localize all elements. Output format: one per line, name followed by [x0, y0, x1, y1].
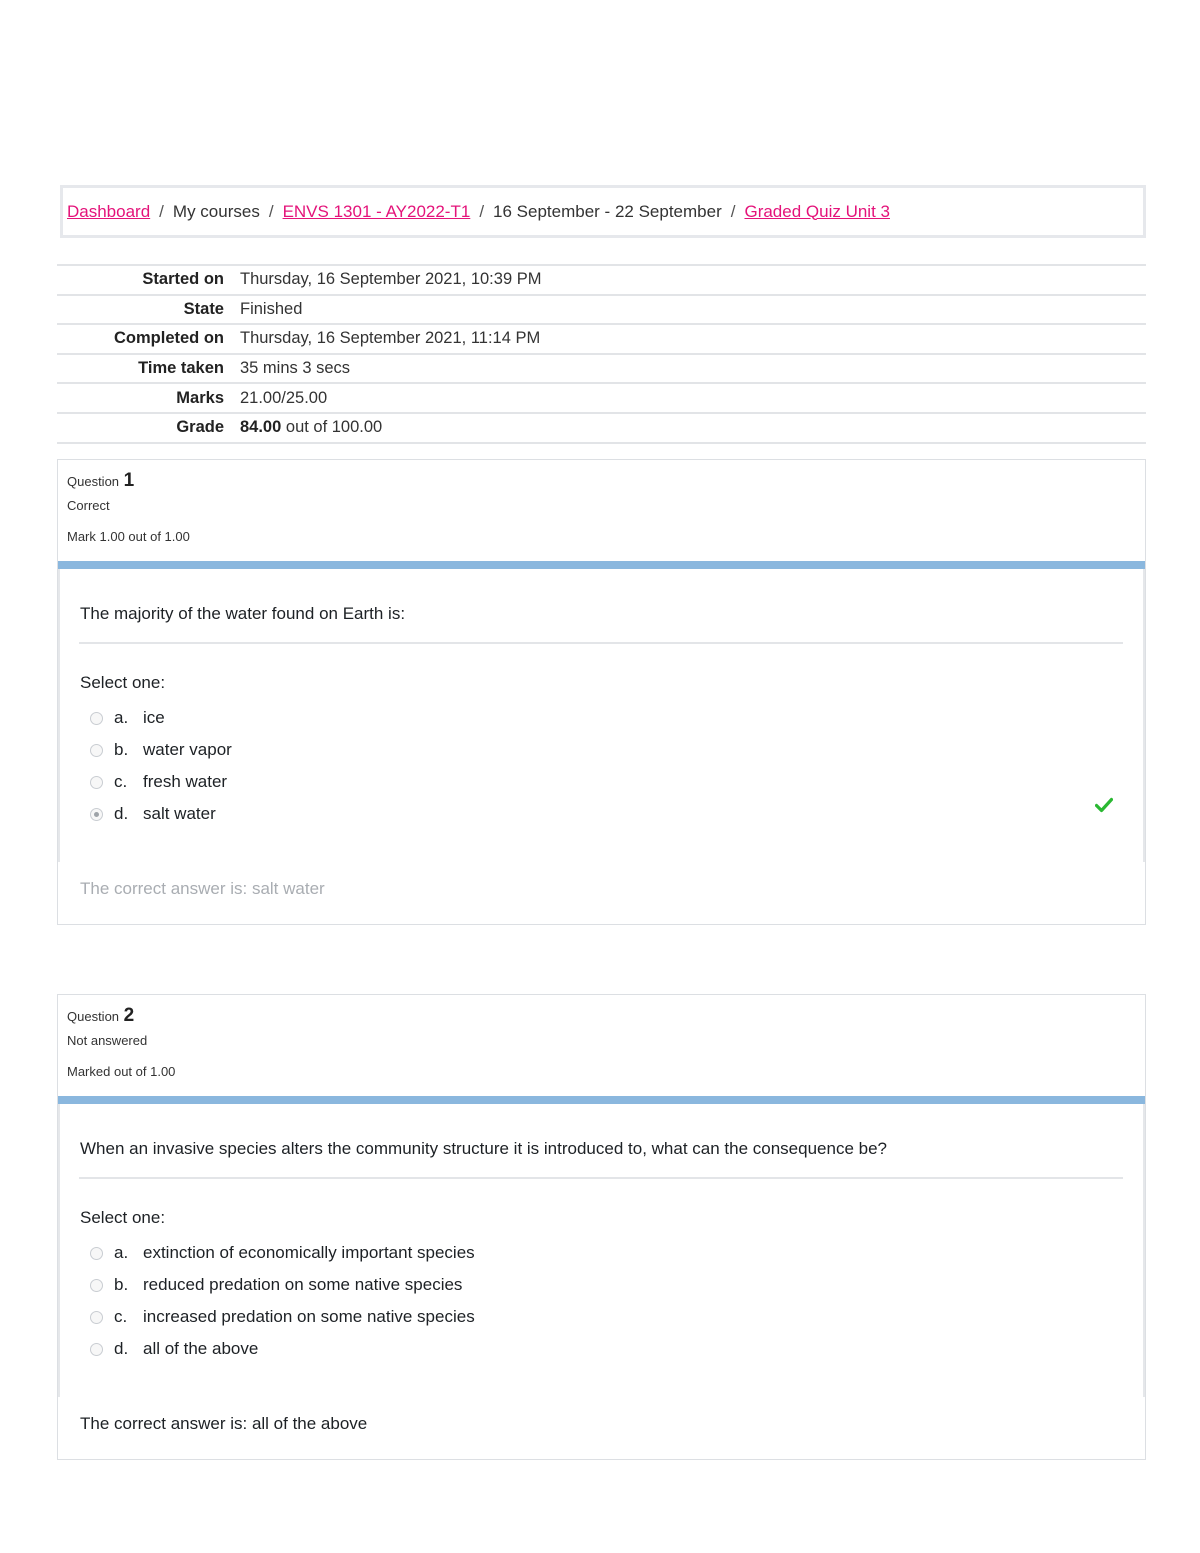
question-divider: [79, 642, 1123, 644]
completed-on-value: Thursday, 16 September 2021, 11:14 PM: [240, 329, 541, 348]
option-text: increased predation on some native species: [143, 1307, 475, 1326]
answer-option-c[interactable]: [90, 1301, 475, 1333]
summary-row-marks: [57, 384, 1146, 414]
question-info: [67, 470, 190, 544]
marks-label: Marks: [176, 388, 224, 407]
breadcrumb: [60, 185, 1146, 238]
breadcrumb-week: 16 September - 22 September: [493, 201, 722, 221]
question-mark: Mark 1.00 out of 1.00: [67, 529, 190, 544]
started-on-value: Thursday, 16 September 2021, 10:39 PM: [240, 270, 542, 289]
select-one-prompt: Select one:: [80, 673, 166, 692]
question-divider: [79, 1177, 1123, 1179]
state-label: State: [183, 299, 224, 318]
option-letter: b.: [114, 1275, 129, 1294]
breadcrumb-separator: /: [159, 201, 164, 221]
option-text: extinction of economically important species: [143, 1243, 475, 1262]
summary-row-grade: [57, 414, 1146, 444]
question-label: Question: [67, 474, 120, 489]
content-border-right: [1143, 1104, 1145, 1397]
grade-value: 84.00: [240, 418, 282, 437]
started-on-label: Started on: [142, 270, 224, 289]
answer-option-d[interactable]: [90, 1333, 475, 1365]
option-letter: a.: [114, 1243, 129, 1262]
question-state: Correct: [67, 498, 110, 513]
radio-button[interactable]: [90, 1311, 103, 1324]
question-2: [57, 994, 1146, 1460]
question-content: [58, 1096, 1145, 1396]
answer-options: [90, 702, 232, 830]
option-letter: c.: [114, 772, 128, 791]
option-letter: d.: [114, 1339, 129, 1358]
radio-button[interactable]: [90, 1247, 103, 1260]
summary-row-started: [57, 266, 1146, 296]
answer-option-a[interactable]: [90, 1237, 475, 1269]
option-letter: d.: [114, 804, 129, 823]
question-1: [57, 459, 1146, 925]
time-taken-value: 35 mins 3 secs: [240, 359, 351, 378]
grade-label: Grade: [176, 418, 224, 437]
breadcrumb-separator: /: [479, 201, 485, 221]
grade-value-cell: [224, 418, 382, 437]
question-info: [67, 1005, 175, 1079]
quiz-summary-table: [57, 264, 1146, 444]
grade-suffix: out of 100.00: [285, 418, 383, 437]
time-taken-label: Time taken: [138, 359, 224, 378]
option-text: water vapor: [143, 740, 232, 759]
content-border-left: [58, 569, 60, 862]
question-number: [67, 470, 190, 492]
option-text: ice: [143, 708, 165, 727]
option-text: all of the above: [143, 1339, 259, 1358]
radio-button[interactable]: [90, 1343, 103, 1356]
question-state: Not answered: [67, 1033, 148, 1048]
answer-option-d[interactable]: [90, 798, 232, 830]
answer-option-c[interactable]: [90, 766, 232, 798]
summary-row-time: [57, 355, 1146, 385]
breadcrumb-my-courses: My courses: [172, 201, 260, 221]
summary-row-state: [57, 296, 1146, 326]
option-letter: c.: [114, 1307, 128, 1326]
option-letter: b.: [114, 740, 129, 759]
option-text: fresh water: [143, 772, 228, 791]
completed-on-label: Completed on: [114, 329, 224, 348]
radio-button[interactable]: [90, 712, 103, 725]
answer-option-b[interactable]: [90, 734, 232, 766]
breadcrumb-course-link[interactable]: ENVS 1301 - AY2022-T1: [282, 201, 471, 221]
radio-button[interactable]: [90, 776, 103, 789]
question-number: [67, 1005, 175, 1027]
content-border-right: [1143, 569, 1145, 862]
question-text: When an invasive species alters the community structure it is introduced to, what can the consequence be?: [80, 1139, 887, 1158]
question-text: The majority of the water found on Earth is:: [80, 604, 406, 623]
breadcrumb-separator: /: [730, 201, 736, 221]
correct-answer-feedback: The correct answer is: salt water: [80, 879, 325, 898]
select-one-prompt: Select one:: [80, 1208, 166, 1227]
question-mark: Marked out of 1.00: [67, 1064, 176, 1079]
option-text: reduced predation on some native species: [143, 1275, 463, 1294]
summary-row-completed: [57, 325, 1146, 355]
breadcrumb-quiz-link[interactable]: Graded Quiz Unit 3: [744, 201, 890, 221]
question-number-value: 1: [123, 470, 135, 491]
question-number-value: 2: [123, 1005, 135, 1026]
question-label: Question: [67, 1009, 120, 1024]
breadcrumb-dashboard-link[interactable]: Dashboard: [67, 201, 151, 221]
answer-option-a[interactable]: [90, 702, 232, 734]
option-letter: a.: [114, 708, 129, 727]
radio-button[interactable]: [90, 744, 103, 757]
option-text: salt water: [143, 804, 216, 823]
check-icon: [1095, 796, 1113, 814]
state-value: Finished: [240, 299, 303, 318]
breadcrumb-separator: /: [268, 201, 274, 221]
correct-answer-feedback: The correct answer is: all of the above: [80, 1414, 368, 1433]
answer-options: [90, 1237, 475, 1365]
question-content: [58, 561, 1145, 861]
radio-button[interactable]: [90, 1279, 103, 1292]
radio-button-selected[interactable]: [90, 808, 103, 821]
marks-value: 21.00/25.00: [240, 388, 328, 407]
content-border-left: [58, 1104, 60, 1397]
answer-option-b[interactable]: [90, 1269, 475, 1301]
